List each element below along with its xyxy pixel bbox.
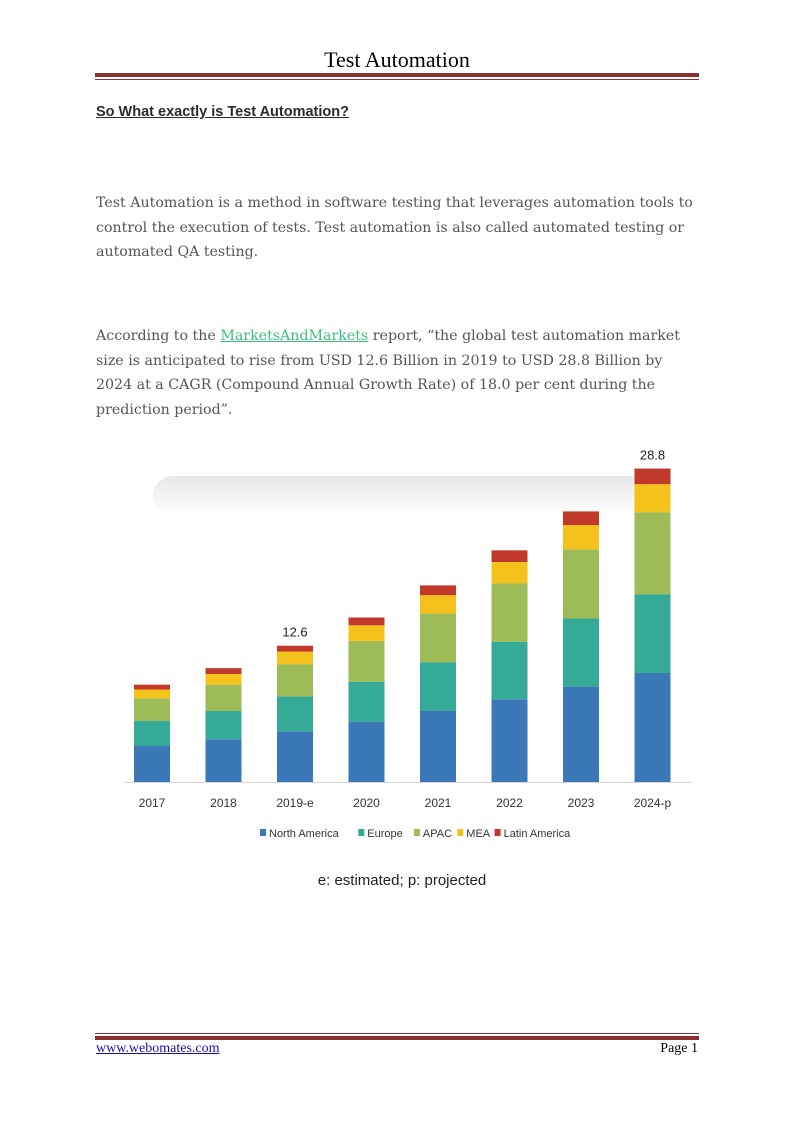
paragraph-definition: Test Automation is a method in software testing that leverages automation tools to control the execution of tests. Test automation is also called automated testing or automated QA testing. [96,195,693,260]
bar-segment-apac [492,583,528,641]
bar-segment-latin-america [563,511,599,525]
bar-segment-europe [134,721,170,746]
bar-segment-latin-america [277,646,313,652]
legend-label: North America [269,828,339,840]
bar-segment-apac [563,549,599,618]
legend-swatch [260,829,266,836]
bar-segment-north-america [349,722,385,782]
bar-segment-mea [563,525,599,549]
legend-label: Latin America [503,828,571,840]
section-heading: So What exactly is Test Automation? [96,104,349,120]
bar-segment-mea [134,690,170,699]
bar-segment-latin-america [635,469,671,485]
legend-swatch [457,829,463,836]
bar-segment-europe [563,618,599,686]
data-label: 12.6 [282,624,308,640]
marketsandmarkets-link[interactable]: MarketsAndMarkets [220,328,369,344]
legend-swatch [358,829,364,836]
x-tick-label: 2022 [496,796,523,810]
legend-swatch [414,829,420,836]
paragraph-text-before-link: According to the [96,328,221,344]
bar-segment-europe [206,711,242,739]
x-tick-label: 2019-e [276,796,314,810]
bar-segment-mea [635,484,671,512]
legend-swatch [495,829,501,836]
stacked-bar-chart [118,447,698,900]
paragraph-text-after-link: report, “the global test automation market size is anticipated to rise from USD 12.6 Billion in 2019 to USD 28.8 Billion by 2024 at a CAGR (Compound Annual Growth Rate) of 18.0 per cent during the prediction period”. [96,328,680,418]
bar-segment-europe [349,682,385,722]
legend-label: APAC [422,828,453,840]
data-label: 28.8 [639,447,666,463]
footer-rule [95,1033,699,1040]
bar-segment-mea [492,562,528,583]
bar-segment-apac [134,698,170,720]
x-tick-label: 2020 [353,796,380,810]
chart-top-shading [153,476,653,516]
bar-segment-north-america [277,731,313,782]
legend-label: Europe [367,828,403,840]
bar-segment-europe [635,594,671,673]
bar-segment-europe [420,662,456,711]
bar-segment-mea [206,674,242,685]
bar-segment-mea [420,595,456,613]
bar-segment-mea [277,652,313,665]
page-header-title: Test Automation [324,47,470,72]
bar-segment-north-america [563,687,599,782]
bar-segment-north-america [206,739,242,782]
footer-website-link[interactable]: www.webomates.com [96,1041,220,1056]
bar-segment-latin-america [349,618,385,626]
bar-segment-apac [420,614,456,663]
x-tick-label: 2018 [210,796,237,810]
bar-segment-north-america [420,711,456,782]
market-size-chart [118,447,698,900]
x-tick-label: 2017 [138,796,166,810]
x-tick-label: 2021 [424,796,452,810]
bar-segment-europe [492,642,528,699]
bar-segment-apac [349,641,385,682]
bar-segment-apac [277,664,313,696]
bar-segment-latin-america [492,550,528,562]
bar-segment-apac [635,512,671,594]
x-tick-label: 2024-p [633,796,672,810]
bar-segment-latin-america [134,685,170,690]
bar-segment-latin-america [206,668,242,674]
bar-segment-mea [349,625,385,641]
page-number: Page 1 [660,1041,698,1056]
x-tick-label: 2023 [567,796,595,810]
paragraph-market-report [96,324,700,422]
bar-segment-north-america [635,673,671,782]
bar-segment-apac [206,685,242,711]
legend-label: MEA [466,828,491,840]
header-rule [95,73,699,80]
bar-segment-europe [277,696,313,731]
bar-segment-north-america [134,746,170,782]
chart-caption: e: estimated; p: projected [317,872,487,889]
bar-segment-north-america [492,699,528,782]
bar-segment-latin-america [420,585,456,595]
